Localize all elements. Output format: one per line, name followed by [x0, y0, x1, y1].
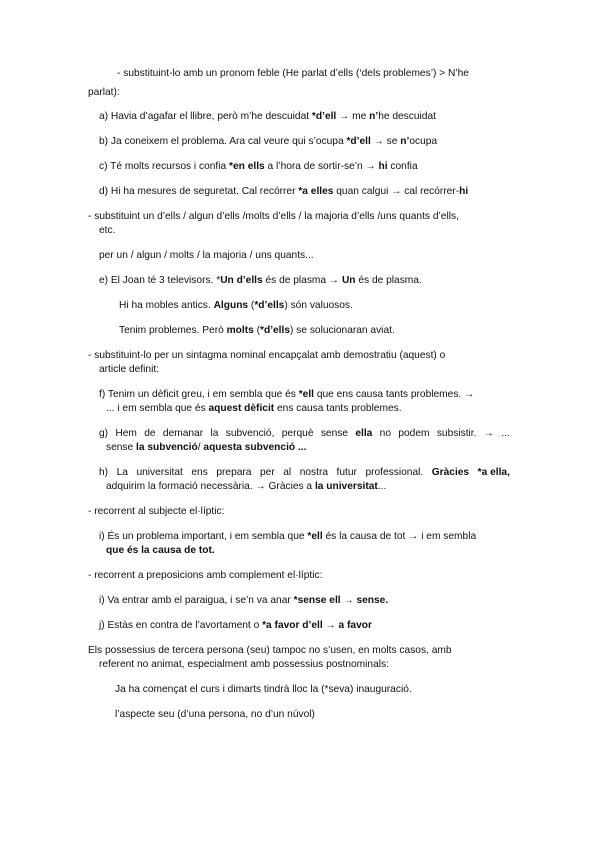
word: per — [259, 467, 275, 478]
example-j — [99, 619, 372, 632]
word: subsistir. — [436, 428, 477, 439]
bold-text: *d’ells — [260, 325, 291, 336]
text: ( — [248, 300, 255, 311]
example-g-line-2 — [106, 441, 306, 454]
bold-text: Un d’ells — [220, 275, 263, 286]
word: g) — [99, 428, 109, 439]
text: ... — [377, 481, 387, 492]
text: he descuidat — [378, 111, 436, 122]
section-5-line-1: - recorrent a preposicions amb complement el·líptic: — [88, 570, 323, 581]
bold-text: n’ — [400, 136, 410, 147]
bold-word: ella — [355, 428, 373, 439]
word: no — [379, 428, 392, 439]
text: ... i em sembla que és — [106, 403, 209, 414]
section-6-line-2: referent no animat, especialment amb possessius postnominals: — [99, 659, 389, 670]
bold-text: *ell — [298, 389, 314, 400]
text: b) Ja coneixem el problema. Ara cal veure qui s’ocupa — [99, 136, 347, 147]
text: ) se solucionaran aviat. — [290, 325, 395, 336]
text: quan calgui → cal recórrer- — [333, 186, 460, 197]
text: que ens causa tants problemes. → — [314, 389, 475, 400]
section-3-line-2: article definit: — [99, 364, 160, 375]
bold-text: *a elles — [298, 186, 334, 197]
word: → — [483, 428, 494, 439]
bold-word: *a ella, — [477, 467, 510, 478]
text: confia — [387, 161, 418, 172]
text: sense — [106, 442, 137, 453]
bold-text: hi — [459, 186, 469, 197]
bold-text: aquest dèficit — [208, 403, 275, 414]
example-h-line-2 — [106, 480, 386, 493]
example-f-line-2 — [106, 402, 402, 415]
intro-line-1 — [117, 67, 510, 80]
text: - substituint un d’ells / algun d’ells /molts d’ells / la majoria d’ells /uns quants d’ells, — [88, 211, 459, 222]
word: perquè — [281, 428, 314, 439]
bold-word: Gràcies — [431, 467, 470, 478]
example-b — [99, 135, 437, 148]
bold-text: *en ells — [229, 161, 265, 172]
section-6-line-1 — [88, 644, 510, 657]
word: al — [283, 467, 292, 478]
word: subvenció, — [225, 428, 275, 439]
text: és de plasma. — [355, 275, 422, 286]
word: professional. — [365, 467, 424, 478]
text: Els possessius de tercera persona (seu) tampoc no s’usen, en molts casos, amb — [88, 645, 452, 656]
example-a — [99, 110, 436, 123]
intro-line-2: parlat): — [88, 87, 120, 98]
text: Tenim problemes. Però — [119, 325, 227, 336]
example-e-2 — [119, 299, 353, 312]
section-2-line-2: etc. — [99, 225, 116, 236]
text: és la causa de tot → i em sembla — [322, 531, 477, 542]
text: adquirim la formació necessària. → Gràcies a — [106, 481, 315, 492]
text: a l’hora de sortir-se’n → — [264, 161, 379, 172]
bold-text: *d’ell — [346, 136, 371, 147]
section-2-line-1 — [88, 210, 510, 223]
text: ) són valuosos. — [284, 300, 353, 311]
text: a) Havia d’agafar el llibre, però m’he descuidat — [99, 111, 312, 122]
word: h) — [99, 467, 109, 478]
text: ( — [253, 325, 260, 336]
word: universitat — [136, 467, 183, 478]
word: nostra — [299, 467, 329, 478]
bold-text: molts — [226, 325, 254, 336]
word: prepara — [216, 467, 252, 478]
word: la — [210, 428, 219, 439]
text: c) Té molts recursos i confia — [99, 161, 230, 172]
bold-text: que és la causa de tot. — [106, 545, 215, 556]
example-i-2 — [99, 594, 388, 607]
bold-text: *d’ell — [311, 111, 337, 122]
word: podem — [398, 428, 430, 439]
text: - substituint-lo per un sintagma nominal encapçalat amb demostratiu (aquest) o — [88, 350, 446, 361]
section-2-line-3: per un / algun / molts / la majoria / uns quants... — [99, 250, 314, 261]
bold-text: *ell — [307, 531, 323, 542]
word: sense — [320, 428, 349, 439]
bold-text: hi — [378, 161, 388, 172]
word: ens — [191, 467, 208, 478]
example-f — [99, 388, 474, 401]
example-g — [99, 427, 510, 440]
bold-text: aquesta subvenció ... — [203, 442, 307, 453]
bold-text: *d’ells — [254, 300, 285, 311]
text: j) Estàs en contra de l’avortament o — [99, 620, 263, 631]
text: f) Tenim un dèficit greu, i em sembla que és — [99, 389, 299, 400]
text: ens causa tants problemes. — [274, 403, 402, 414]
section-4-line-1: - recorrent al subjecte el·líptic: — [88, 506, 225, 517]
text: i) Va entrar amb el paraigua, i se’n va anar — [99, 595, 294, 606]
section-6-example-1: Ja ha començat el curs i dimarts tindrà lloc la (*seva) inauguració. — [115, 684, 412, 695]
example-h — [99, 466, 510, 479]
word: ... — [501, 428, 510, 439]
text: ocupa — [409, 136, 438, 147]
text: i) És un problema important, i em sembla que — [99, 531, 308, 542]
text: Hi ha mobles antics. — [119, 300, 214, 311]
text: d) Hi ha mesures de seguretat. Cal recórrer — [99, 186, 299, 197]
word: futur — [336, 467, 357, 478]
example-i-line-2 — [106, 544, 215, 557]
section-6-example-2: l’aspecte seu (d’una persona, no d’un núvol) — [115, 709, 315, 720]
text: / — [197, 442, 204, 453]
section-3-line-1 — [88, 349, 510, 362]
intro-text-1: - substituint-lo amb un pronom feble (He parlat d’ells (‘dels problemes’) > N’he — [117, 68, 469, 79]
text: → se — [370, 136, 401, 147]
word: demanar — [162, 428, 204, 439]
bold-text: Alguns — [213, 300, 249, 311]
bold-text: la subvenció — [136, 442, 198, 453]
word: de — [144, 428, 156, 439]
bold-text: *sense ell → sense. — [293, 595, 389, 606]
text: és de plasma → — [262, 275, 342, 286]
word: La — [116, 467, 128, 478]
bold-text: *a favor d’ell → a favor — [262, 620, 372, 631]
bold-text: la universitat — [314, 481, 378, 492]
example-e — [99, 274, 422, 287]
bold-text: Un — [341, 275, 356, 286]
example-i — [99, 530, 476, 543]
text: e) El Joan té 3 televisors. * — [99, 275, 221, 286]
example-e-3 — [119, 324, 395, 337]
bold-text: n’ — [369, 111, 379, 122]
example-d — [99, 185, 468, 198]
text: → me — [336, 111, 370, 122]
example-c — [99, 160, 418, 173]
word: Hem — [115, 428, 137, 439]
